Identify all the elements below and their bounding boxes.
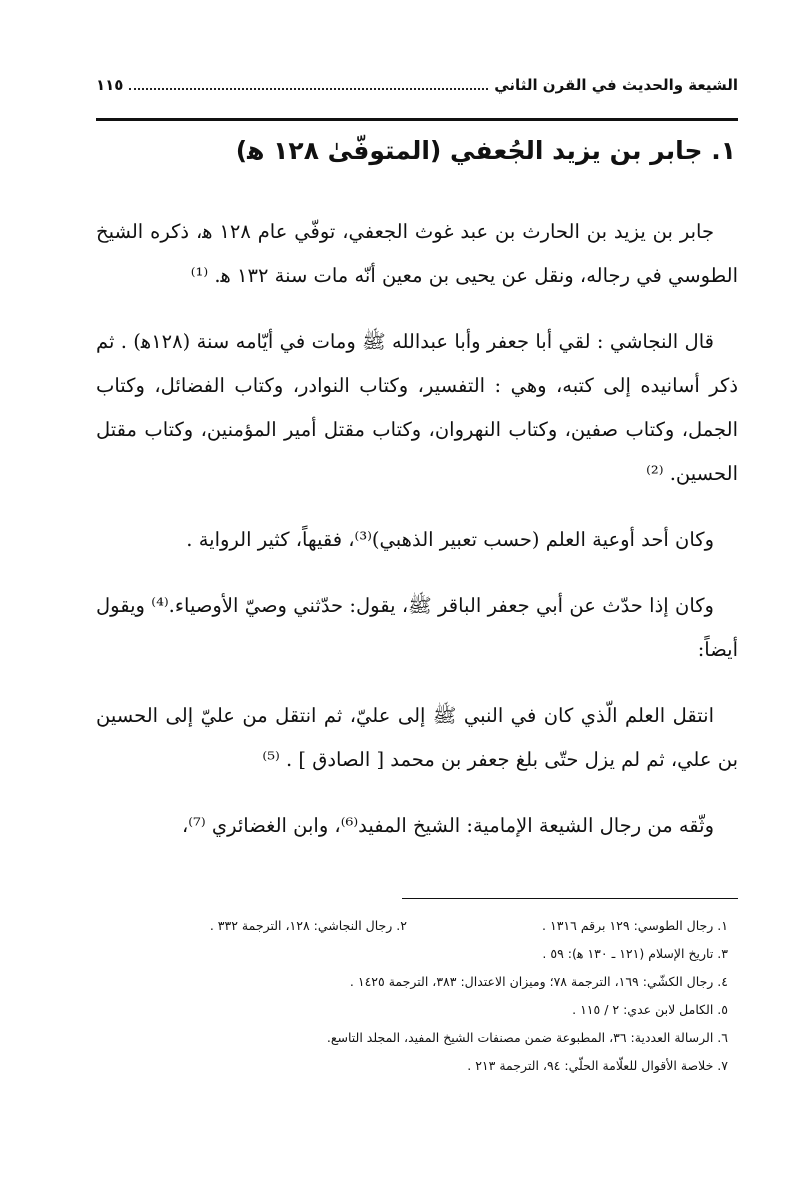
running-title: الشيعة والحديث في القرن الثاني bbox=[494, 76, 738, 94]
footnote-3: ٣. تاريخ الإسلام (١٢١ ـ ١٣٠ ﻫ): ٥٩ . bbox=[542, 946, 728, 961]
footnote-4: ٤. رجال الكشّي: ١٦٩، الترجمة ٧٨؛ وميزان الاعتدال: ٣٨٣، الترجمة ١٤٢٥ . bbox=[349, 974, 728, 989]
footnotes bbox=[96, 912, 738, 1080]
footnote-rule bbox=[402, 898, 738, 899]
footnote-6: ٦. الرسالة العددية: ٣٦، المطبوعة ضمن مصنفات الشيخ المفيد، المجلد التاسع. bbox=[326, 1030, 728, 1045]
footnote-1: ١. رجال الطوسي: ١٢٩ برقم ١٣١٦ . bbox=[542, 918, 728, 933]
paragraph: وكان أحد أوعية العلم (حسب تعبير الذهبي)⁽³⁾، فقيهاً، كثير الرواية . bbox=[186, 528, 714, 551]
paragraph: قال النجاشي : لقي أبا جعفر وأبا عبدالله ﷺ ومات في أيّامه سنة (١٢٨ﻫ) . ثم ذكر أسانيده إلى كتبه، وهي : التفسير، وكتاب النوادر، وكتاب الفضائل، وكتاب الجمل، وكتاب صفين، وكتاب النهروان، وكتاب مقتل أمير المؤمنين، وكتاب مقتل الحسين. ⁽²⁾ bbox=[96, 330, 738, 485]
section-title: ١. جابر بن يزيد الجُعفي (المتوفّىٰ ١٢٨ ﻫ) bbox=[235, 136, 736, 165]
body-text bbox=[96, 210, 738, 870]
paragraph: وكان إذا حدّث عن أبي جعفر الباقر ﷺ، يقول: حدّثني وصيّ الأوصياء.⁽⁴⁾ ويقول أيضاً: bbox=[96, 594, 738, 661]
footnote-row bbox=[96, 912, 738, 940]
paragraph: وثّقه من رجال الشيعة الإمامية: الشيخ المفيد⁽⁶⁾، وابن الغضائري ⁽⁷⁾، bbox=[181, 814, 714, 837]
header-leader-dots bbox=[129, 78, 488, 90]
paragraph: انتقل العلم الّذي كان في النبي ﷺ إلى عليّ، ثم انتقل من عليّ إلى الحسين بن علي، ثم لم يزل حتّى بلغ جعفر بن محمد [ الصادق ] . ⁽⁵⁾ bbox=[96, 704, 738, 771]
page-number: ١١٥ bbox=[96, 76, 124, 94]
header-rule bbox=[96, 118, 738, 121]
footnote-5: ٥. الكامل لابن عدي: ٢ / ١١٥ . bbox=[572, 1002, 728, 1017]
paragraph: جابر بن يزيد بن الحارث بن عبد غوث الجعفي، توفّي عام ١٢٨ ﻫ، ذكره الشيخ الطوسي في رجاله، ونقل عن يحيى بن معين أنّه مات سنة ١٣٢ ﻫ. ⁽¹⁾ bbox=[96, 220, 738, 287]
footnote-7: ٧. خلاصة الأقوال للعلّامة الحلّي: ٩٤، الترجمة ٢١٣ . bbox=[467, 1058, 728, 1073]
running-header bbox=[96, 76, 738, 94]
footnote-2: ٢. رجال النجاشي: ١٢٨، الترجمة ٣٣٢ . bbox=[209, 918, 407, 933]
